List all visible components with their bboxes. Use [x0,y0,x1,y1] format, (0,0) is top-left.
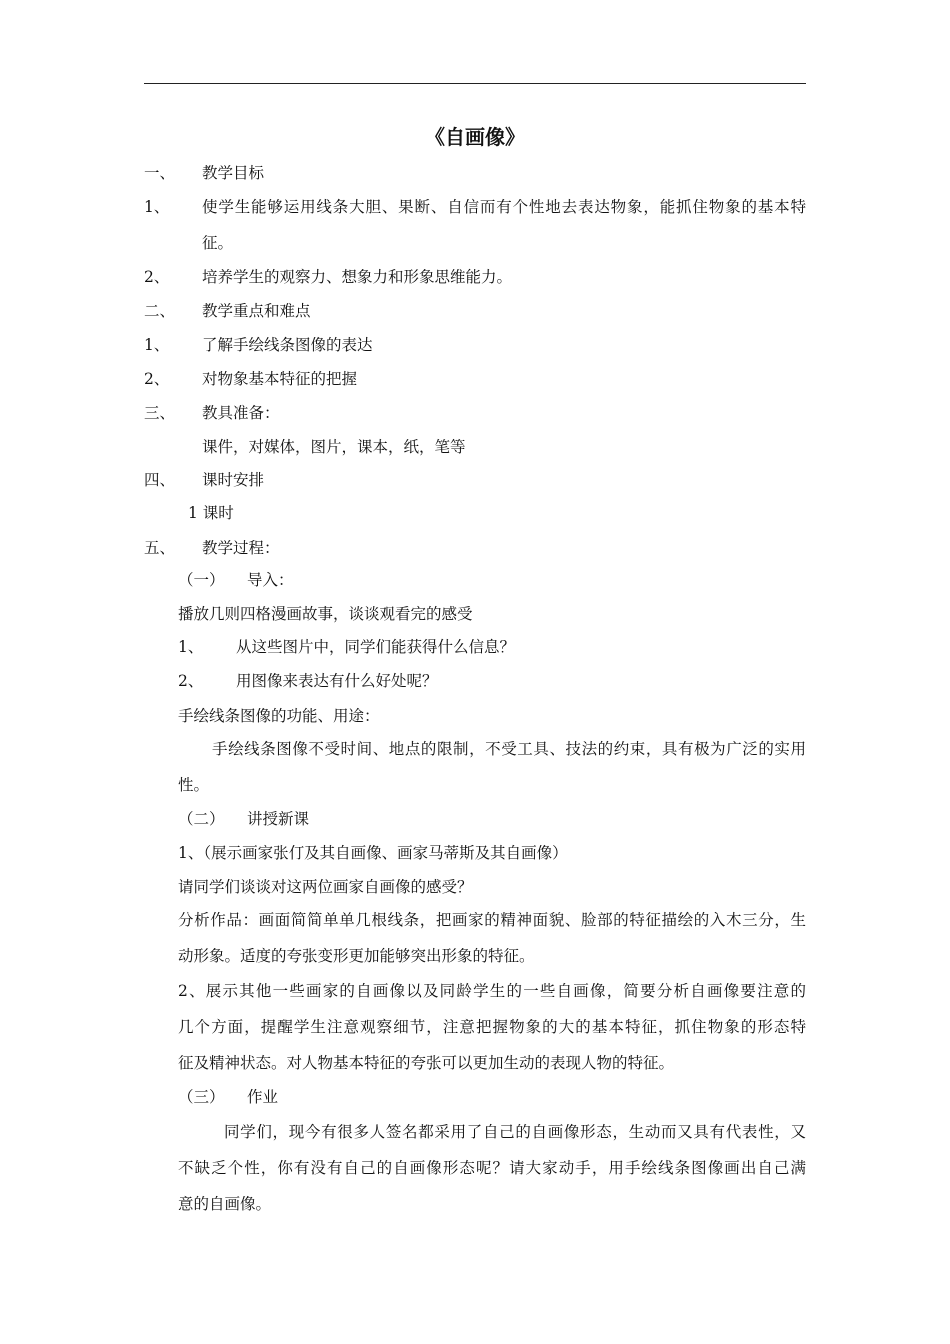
section-number: 一、 [144,164,176,182]
subsection-number: （一） [178,571,225,589]
section-heading: 教学重点和难点 [202,302,311,320]
section-heading: 教具准备： [202,404,280,422]
section-number: 五、 [144,539,176,557]
subsection-heading: 讲授新课 [247,810,310,828]
section-heading: 教学过程： [202,539,280,557]
paragraph-line: 动形象。适度的夸张变形更加能够突出形象的特征。 [178,947,535,965]
paragraph-line: 了解手绘线条图像的表达 [202,336,373,354]
paragraph-line: 征及精神状态。对人物基本特征的夸张可以更加生动的表现人物的特征。 [178,1054,675,1072]
paragraph-line: 性。 [178,776,210,794]
section-heading: 教学目标 [202,164,265,182]
paragraph-line: 2、展示其他一些画家的自画像以及同龄学生的一些自画像，简要分析自画像要注意的 [178,982,806,1000]
subsection-number: （三） [178,1088,225,1106]
section-heading: 课时安排 [202,471,265,489]
item-number: 1、 [144,198,170,216]
item-number: 2、 [144,268,170,286]
item-number: 1、 [144,336,170,354]
header-rule [144,83,806,84]
subsection-heading: 导入： [247,571,294,589]
paragraph-line: 意的自画像。 [178,1195,272,1213]
paragraph-line: 播放几则四格漫画故事，谈谈观看完的感受 [178,605,473,623]
paragraph-line: 培养学生的观察力、想象力和形象思维能力。 [202,268,513,286]
document-title: 《自画像》 [425,125,525,149]
section-number: 四、 [144,471,176,489]
subsection-number: （二） [178,810,225,828]
paragraph-line: 几个方面，提醒学生注意观察细节，注意把握物象的大的基本特征，抓住物象的形态特 [178,1018,806,1036]
section-number: 三、 [144,404,176,422]
paragraph-line: 从这些图片中，同学们能获得什么信息？ [236,638,516,656]
item-number: 1、 [178,638,204,656]
paragraph-line: 课件，对媒体，图片，课本，纸，笔等 [202,438,466,456]
section-number: 二、 [144,302,176,320]
item-number: 2、 [178,672,204,690]
item-number: 2、 [144,370,170,388]
paragraph-line: 对物象基本特征的把握 [202,370,358,388]
paragraph-line: 分析作品：画面简简单单几根线条，把画家的精神面貌、脸部的特征描绘的入木三分，生 [178,911,806,929]
paragraph-line: 不缺乏个性，你有没有自己的自画像形态呢？请大家动手，用手绘线条图像画出自己满 [178,1159,806,1177]
paragraph-line: 手绘线条图像不受时间、地点的限制，不受工具、技法的约束，具有极为广泛的实用 [212,740,806,758]
paragraph-line: 征。 [202,234,234,252]
subsection-heading: 作业 [247,1088,279,1106]
paragraph-line: 使学生能够运用线条大胆、果断、自信而有个性地去表达物象，能抓住物象的基本特 [202,198,806,216]
paragraph-line: 1 课时 [188,504,234,522]
paragraph-line: 用图像来表达有什么好处呢？ [236,672,438,690]
paragraph-line: 请同学们谈谈对这两位画家自画像的感受？ [178,878,473,896]
paragraph-line: 手绘线条图像的功能、用途： [178,707,380,725]
paragraph-line: 1、（展示画家张仃及其自画像、画家马蒂斯及其自画像） [178,844,568,862]
paragraph-line: 同学们，现今有很多人签名都采用了自己的自画像形态，生动而又具有代表性，又 [224,1123,806,1141]
